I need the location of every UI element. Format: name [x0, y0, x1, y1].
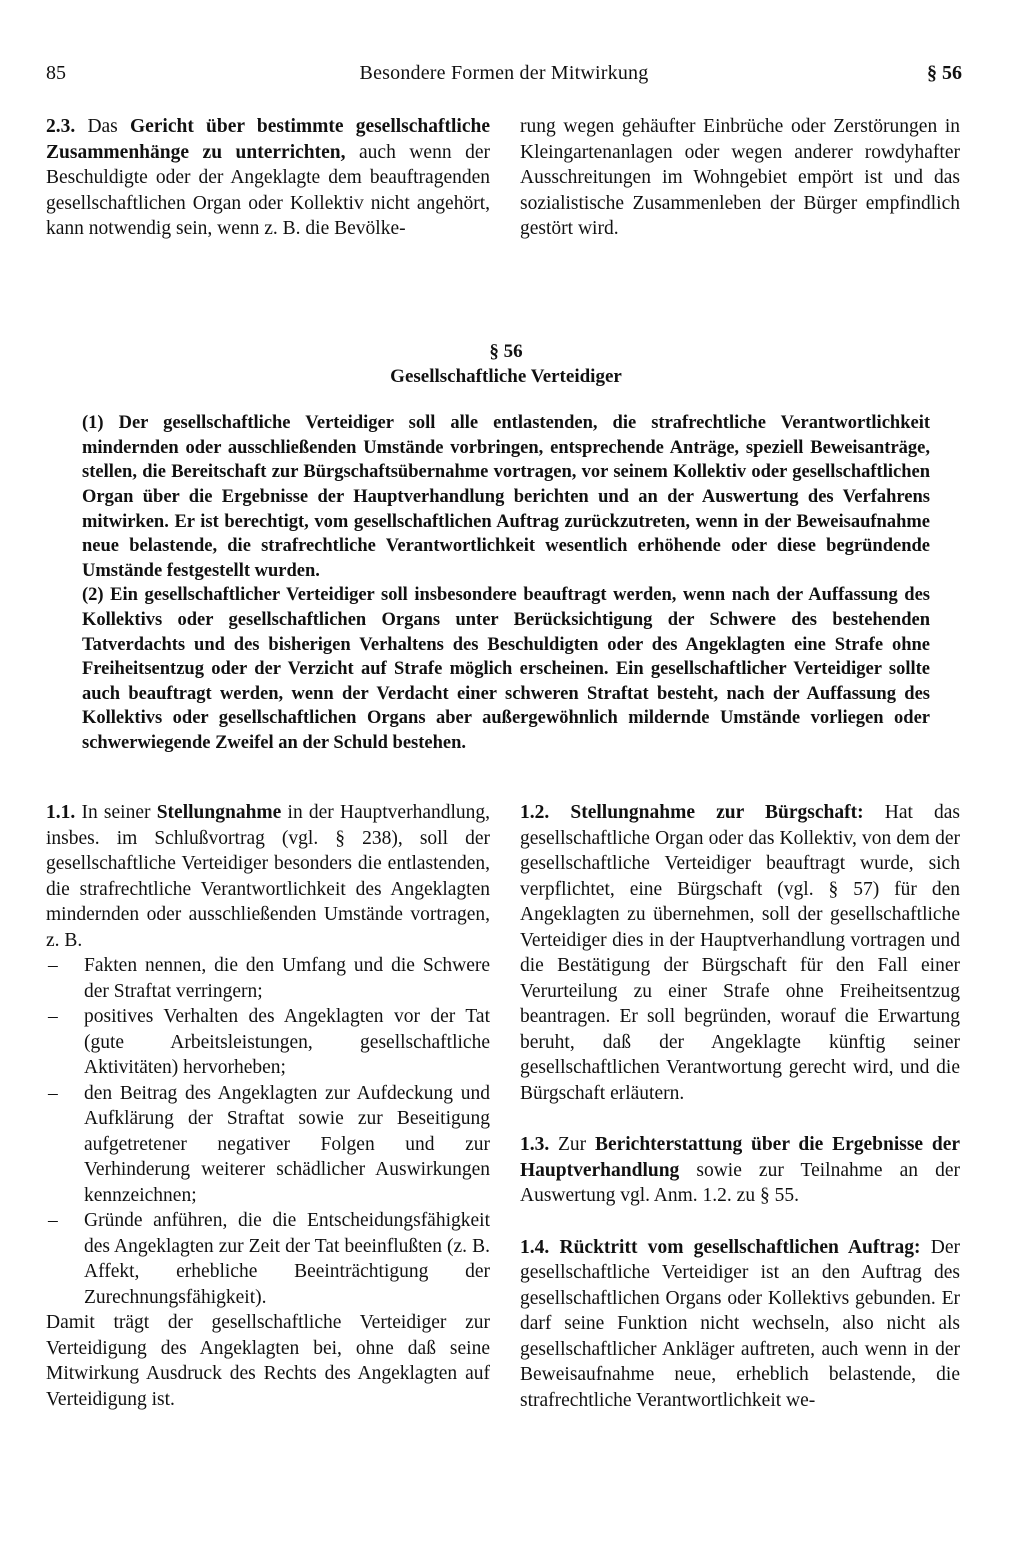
keyword: Berichterstattung über die Ergebnisse der Hauptverhandlung — [520, 1134, 961, 1181]
commentary-2-3-continued — [520, 114, 960, 242]
running-header — [46, 62, 962, 90]
note-number: 1.1. — [46, 802, 76, 823]
closing-paragraph: Damit trägt der gesellschaftliche Verteidiger zur Verteidigung des Angeklagten bei, ohne daß seine Mitwirkung Ausdruck des Rechts des Angeklagten auf Verteidigung ist. — [46, 1312, 490, 1410]
section-number: § 56 — [927, 62, 962, 84]
body-text: sowie zur Teilnahme an der Auswertung vgl. Anm. 1.2. zu § 55. — [520, 1159, 960, 1206]
body-text: auch wenn der Beschuldigte oder der Angeklagte dem beauftragenden gesellschaftlichen Organ oder Kollektiv nicht angehört, kann notwendig sein, wenn z. B. die Bevölke- — [46, 141, 490, 239]
note-number: 2.3. — [46, 116, 76, 137]
list-item: – Fakten nennen, die den Umfang und die Schwere der Straftat verringern; — [46, 953, 490, 1004]
body-text: in der Hauptverhandlung, insbes. im Schlußvortrag (vgl. § 238), soll der gesellschaftliche Verteidiger besonders die entlastenden, die strafrechtliche Verantwortlichkeit des Angeklagten mindernden oder ausschließenden Umstände vortragen, z. B. — [46, 802, 491, 951]
section-heading-title: Gesellschaftliche Verteidiger — [390, 365, 622, 387]
law-paragraph-1: (1) Der gesellschaftliche Verteidiger soll alle entlastenden, die strafrechtliche Verantwortlichkeit mindernden oder ausschließenden Umstände vorbringen, entsprechende Anträge, speziell Beweisanträge, stellen, die Bereitschaft zur Bürgschaftsübernahme vortragen, vor seinem Kollektiv oder gesellschaftlichen Organ über die Ergebnisse der Hauptverhandlung berichten und an der Auswertung des Verfahrens mitwirken. Er ist berechtigt, vom gesellschaftlichen Auftrag zurückzutreten, wenn in der Beweisaufnahme neue belastende, die strafrechtliche Verantwortlichkeit wesentlich erhöhende oder diese begründende Umstände festgestellt wurden. — [82, 413, 930, 581]
note-number: 1.4. — [520, 1236, 550, 1258]
note-1-1 — [46, 800, 490, 953]
commentary-column-left — [46, 800, 490, 1412]
note-1-4 — [520, 1235, 960, 1414]
commentary-2-3 — [46, 114, 490, 242]
keyword: Stellungnahme zur Bürgschaft: — [570, 802, 864, 823]
note-1-3 — [520, 1132, 960, 1209]
list-item: – den Beitrag des Angeklagten zur Aufdeckung und Aufklärung der Straftat sowie zur Beseitigung aufgetretener negativer Folgen und zur Verhinderung weiterer schädlicher Auswirkungen kennzeichnen; — [46, 1081, 490, 1209]
list-item: – Gründe anführen, die die Entscheidungsfähigkeit des Angeklagten zur Zeit der Tat beeinflußten (z. B. Affekt, erhebliche Beeinträchtigung der Zurechnungsfähigkeit). — [46, 1208, 490, 1310]
commentary-column-right — [520, 800, 960, 1413]
page-number: 85 — [46, 62, 66, 84]
law-text-section-56 — [82, 340, 930, 756]
running-title: Besondere Formen der Mitwirkung — [359, 62, 649, 84]
dash-list — [46, 953, 490, 1310]
lead-in: Zur — [558, 1134, 587, 1155]
note-number: 1.2. — [520, 802, 550, 823]
note-number: 1.3. — [520, 1134, 550, 1155]
paragraph — [46, 114, 490, 242]
keyword: Rücktritt vom gesellschaftlichen Auftrag: — [559, 1236, 921, 1258]
keyword: Gericht über bestimmte gesellschaftliche Zusammenhänge zu unterrichten, — [46, 116, 490, 163]
keyword: Stellungnahme — [156, 802, 282, 823]
lead-in: Das — [87, 116, 118, 137]
law-paragraph-2: (2) Ein gesellschaftlicher Verteidiger soll insbesondere beauftragt werden, wenn nach der Auffassung des Kollektivs oder gesellschaftlichen Organs unter Berücksichtigung der Schwere des bestehenden Tatverdachts und des bisherigen Verhaltens des Beschuldigten oder des Angeklagten eine Strafe ohne Freiheitsentzug oder der Verzicht auf Strafe möglich erscheinen. Ein gesellschaftlicher Verteidiger sollte auch beauftragt werden, wenn der Verdacht einer schweren Straftat besteht, nach der Auffassung des Kollektivs oder gesellschaftlichen Organs aber außergewöhnlich mildernde Umstände vorliegen oder schwerwiegende Zweifel an der Schuld bestehen. — [82, 585, 930, 753]
list-item: – positives Verhalten des Angeklagten vor der Tat (gute Arbeitsleistungen, gesellschaftliche Aktivitäten) hervorheben; — [46, 1004, 490, 1081]
body-text: Hat das gesellschaftliche Organ oder das Kollektiv, von dem der gesellschaftliche Verteidiger beauftragt wurde, sich verpflichtet, eine Bürgschaft (vgl. § 57) für den Angeklagten zu übernehmen, soll der gesellschaftliche Verteidiger dies in der Hauptverhandlung vortragen und die Bestätigung der Bürgschaft für den Fall einer Verurteilung zu einer Strafe ohne Freiheitsentzug beantragen. Er soll begründen, worauf die Erwartung beruht, daß der Angeklagte künftig seiner gesellschaftlichen Verantwortung gerecht wird, und die Bürgschaft erläutern. — [520, 802, 961, 1104]
lead-in: In seiner — [81, 802, 151, 823]
section-heading-number: § 56 — [489, 341, 523, 362]
note-1-2 — [520, 800, 960, 1106]
paragraph: rung wegen gehäufter Einbrüche oder Zerstörungen in Kleingartenanlagen oder wegen anderer rowdyhafter Ausschreitungen im Wohngebiet empört ist und das sozialistische Zusammenleben der Bürger empfindlich gestört wird. — [520, 116, 960, 239]
body-text: Der gesellschaftliche Verteidiger ist an den Auftrag des gesellschaftlichen Organs oder Kollektivs gebunden. Er darf seine Funktion nicht wechseln, also nicht als gesellschaftlicher Ankläger auftreten, auch wenn in der Beweisaufnahme neue, erheblich belastende, die strafrechtliche Verantwortlichkeit we- — [520, 1236, 961, 1411]
